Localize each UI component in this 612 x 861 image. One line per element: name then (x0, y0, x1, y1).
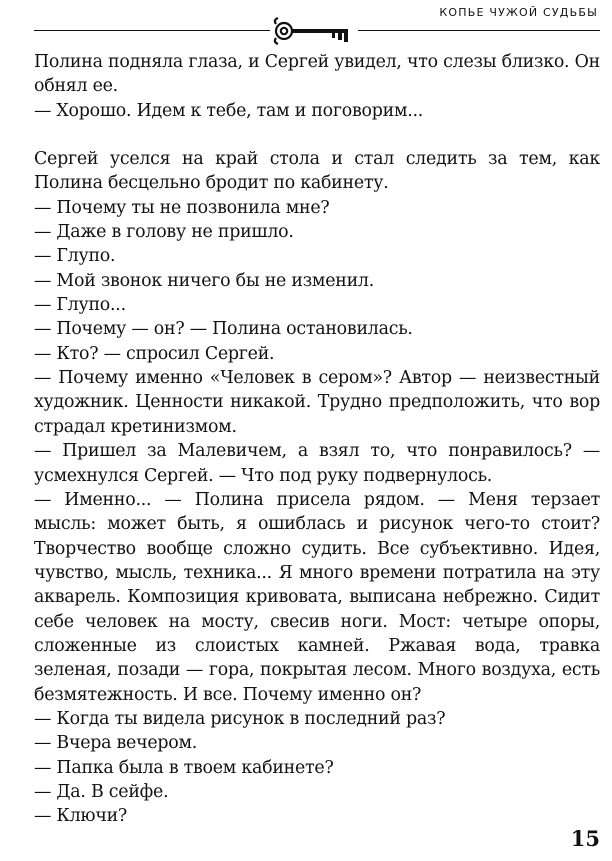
key-icon (272, 16, 356, 46)
paragraph: — Ключи? (34, 806, 127, 827)
paragraph: Полина подняла глаза, и Сергей увидел, что слезы близко. Он обнял ее. (34, 52, 600, 97)
paragraph: — Даже в голову не пришло. (34, 222, 294, 243)
paragraph: — Почему именно «Человек в сером»? Автор — неизвестный художник. Ценности никакой. Трудно предположить, что вор страдал кретинизмом. (34, 368, 600, 437)
running-title: КОПЬЕ ЧУЖОЙ СУДЬБЫ (439, 6, 598, 19)
page-number: 15 (570, 826, 600, 851)
header-rule-right (358, 30, 600, 31)
paragraph: — Почему ты не позвонила мне? (34, 197, 330, 218)
paragraph: — Именно... — Полина присела рядом. — Меня терзает мысль: может быть, я ошиблась и рисунок чего-то стоит? Творчество вообще сложно судить. Все субъективно. Идея, чувство, мысль, техника... Я много времени потратила на эту акварель. Композиция кривовата, выписана небрежно. Сидит себе человек на мосту, свесив ноги. Мост: четыре опоры, сложенные из слоистых камней. Ржавая вода, травка зеленая, позади — гора, покрытая лесом. Много воздуха, есть безмятежность. И все. Почему именно он? (34, 489, 600, 705)
paragraph: — Мой звонок ничего бы не изменил. (34, 270, 375, 291)
paragraph: Сергей уселся на край стола и стал следить за тем, как Полина бесцельно бродит по кабинету. (34, 149, 600, 194)
paragraph: — Вчера вечером. (34, 733, 198, 754)
paragraph: — Глупо... (34, 295, 126, 316)
paragraph: — Пришел за Малевичем, а взял то, что понравилось? — усмехнулся Сергей. — Что под руку подвернулось. (34, 441, 600, 486)
section-break (34, 123, 600, 147)
header-rule-left (34, 30, 270, 31)
paragraph: — Когда ты видела рисунок в последний раз? (34, 708, 446, 729)
paragraph: — Да. В сейфе. (34, 781, 169, 802)
paragraph: — Глупо. (34, 246, 116, 267)
paragraph: — Почему — он? — Полина остановилась. (34, 319, 413, 340)
running-head (0, 0, 612, 48)
paragraph: — Папка была в твоем кабинете? (34, 757, 334, 778)
paragraph: — Хорошо. Идем к тебе, там и поговорим... (34, 100, 424, 121)
paragraph: — Кто? — спросил Сергей. (34, 343, 275, 364)
page-body (34, 50, 600, 829)
